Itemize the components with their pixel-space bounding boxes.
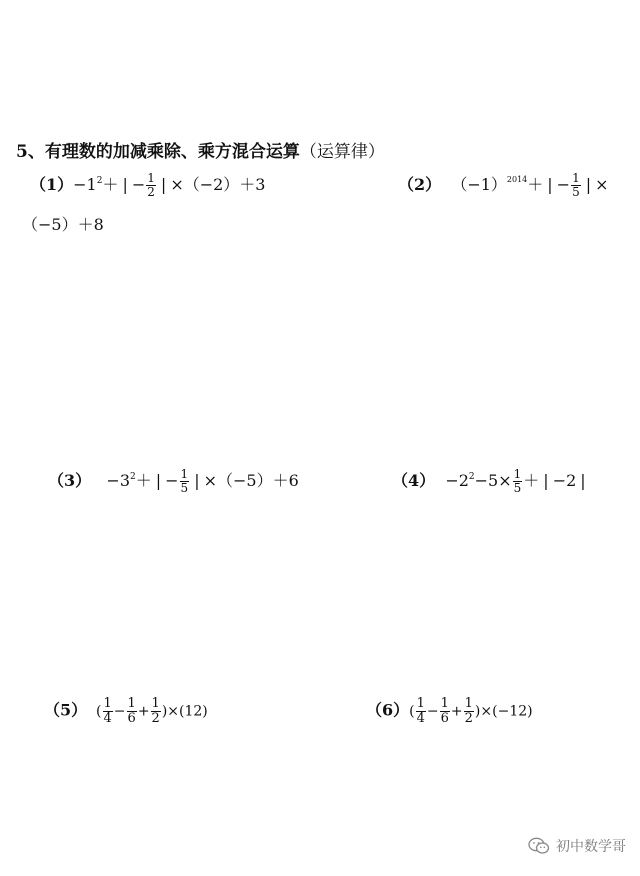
problem-3-label: （3） (48, 471, 92, 490)
section-title (16, 137, 385, 162)
fraction: $\frac{1}{2}$ (464, 696, 473, 726)
problem-6-label: （6） (366, 700, 410, 720)
problem-1-label: （1） (30, 175, 74, 194)
section-title-paren: （运算律） (299, 142, 385, 162)
fraction: $\frac{1}{2}$ (147, 171, 155, 199)
problem-2-continuation: （−5）＋8 (22, 215, 104, 234)
wechat-icon (528, 837, 550, 855)
fraction: $\frac{1}{5}$ (513, 467, 522, 495)
fraction: $\frac{1}{5}$ (572, 171, 580, 199)
problem-5-label: （5） (44, 700, 88, 720)
problem-4: $(4) -2^2-5\times$ $\frac{1}{5}$ ＋ | −2 | (392, 467, 586, 495)
problem-6: （6）( $\frac{1}{4}$ − $\frac{1}{6}$ + $\frac{1}{2}$ )×(−12) (366, 696, 533, 726)
problem-2: （2） $(-1)^{2014}+$ | − $\frac{1}{5}$ | × (398, 171, 609, 199)
problem-3: （3） $-3^2+$ | − $\frac{1}{5}$ | ×（−5）＋6 (48, 467, 299, 495)
problem-1: $(1)-1^2+$ | − $\frac{1}{2}$ | ×（−2）＋3 (30, 171, 266, 199)
section-title-main: 5、有理数的加减乘除、乘方混合运算 (16, 142, 300, 162)
problem-2-label: （2） (398, 175, 442, 194)
fraction: $\frac{1}{4}$ (416, 696, 425, 726)
problem-5: （5） ( $\frac{1}{4}$ − $\frac{1}{6}$ + $\frac{1}{2}$ )×(12) (44, 696, 208, 726)
fraction: $\frac{1}{5}$ (180, 467, 189, 495)
fraction: $\frac{1}{6}$ (440, 696, 449, 726)
watermark (528, 836, 626, 856)
watermark-text: 初中数学哥 (556, 839, 626, 855)
fraction: $\frac{1}{4}$ (103, 696, 112, 726)
fraction: $\frac{1}{6}$ (127, 696, 136, 726)
problem-4-label: （4） (392, 471, 436, 490)
fraction: $\frac{1}{2}$ (151, 696, 160, 726)
